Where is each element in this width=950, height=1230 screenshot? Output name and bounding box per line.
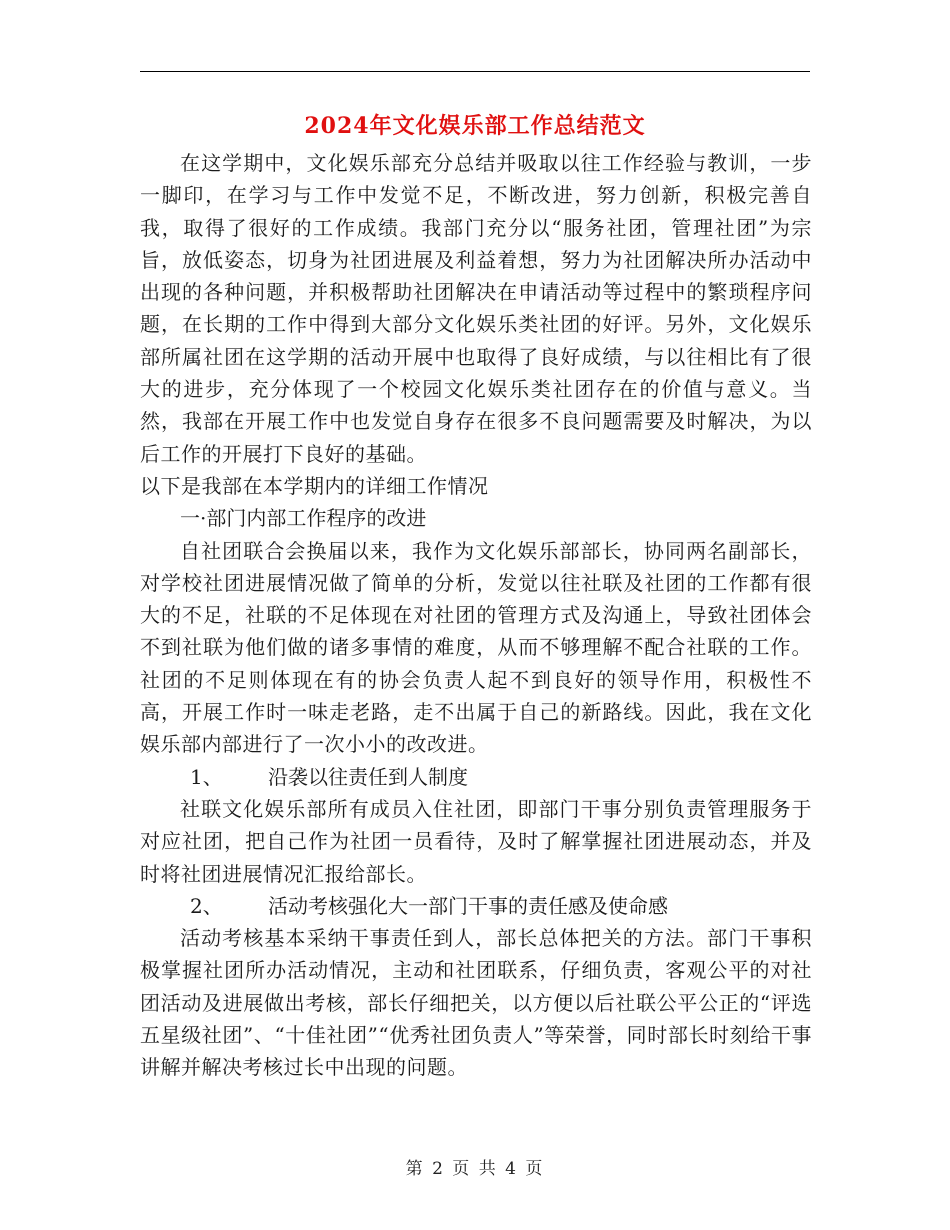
paragraph-subsection-2: 活动考核基本采纳干事责任到人，部长总体把关的方法。部门干事积极掌握社团所办活动情况，主动和社团联系，仔细负责，客观公平的对社团活动及进展做出考核，部长仔细把关，以方便以后社联公平公正的“评选五星级社团”、“十佳社团”“优秀社团负责人”等荣誉，同时部长时刻给干事讲解并解决考核过长中出现的问题。: [140, 926, 812, 1080]
subheading-1-number: 1、: [190, 764, 223, 789]
paragraph-intro-end: 以下是我部在本学期内的详细工作情况: [140, 473, 489, 498]
paragraph-intro: 在这学期中，文化娱乐部充分总结并吸取以往工作经验与教训，一步一脚印，在学习与工作中发觉不足，不断改进，努力创新，积极完善自我，取得了很好的工作成绩。我部门充分以“服务社团，管理社团”为宗旨，放低姿态，切身为社团进展及利益着想，努力为社团解决所办活动中出现的各种问题，并积极帮助社团解决在申请活动等过程中的繁琐程序问题，在长期的工作中得到大部分文化娱乐类社团的好评。另外，文化娱乐部所属社团在这学期的活动开展中也取得了良好成绩，与以往相比有了很大的进步，充分体现了一个校园文化娱乐类社团存在的价值与意义。当然，我部在开展工作中也发觉自身存在很多不良问题需要及时解决，为以后工作的开展打下良好的基础。: [140, 151, 812, 466]
subheading-1-text: 沿袭以往责任到人制度: [268, 764, 468, 789]
subheading-2: [140, 890, 812, 922]
paragraph-subsection-1: 社联文化娱乐部所有成员入住社团，即部门干事分别负责管理服务于对应社团，把自己作为社团一员看待，及时了解掌握社团进展动态，并及时将社团进展情况汇报给部长。: [140, 796, 812, 886]
document-body: [140, 147, 812, 1084]
subheading-2-number: 2、: [190, 893, 223, 918]
page-footer: 第 2 页 共 4 页: [405, 1159, 545, 1179]
document-title: 2024年文化娱乐部工作总结范文: [304, 113, 646, 139]
subheading-2-text: 活动考核强化大一部门干事的责任感及使命感: [268, 893, 668, 918]
paragraph-section-1: 自社团联合会换届以来，我作为文化娱乐部部长，协同两名副部长，对学校社团进展情况做了简单的分析，发觉以往社联及社团的工作都有很大的不足，社联的不足体现在对社团的管理方式及沟通上，导致社团体会不到社联为他们做的诸多事情的难度，从而不够理解不配合社联的工作。社团的不足则体现在有的协会负责人起不到良好的领导作用，积极性不高，开展工作时一味走老路，走不出属于自己的新路线。因此，我在文化娱乐部内部进行了一次小小的改改进。: [140, 538, 812, 757]
section-heading-1: 一·部门内部工作程序的改进: [180, 506, 427, 531]
header-rule: [140, 71, 810, 72]
subheading-1: [140, 761, 812, 793]
